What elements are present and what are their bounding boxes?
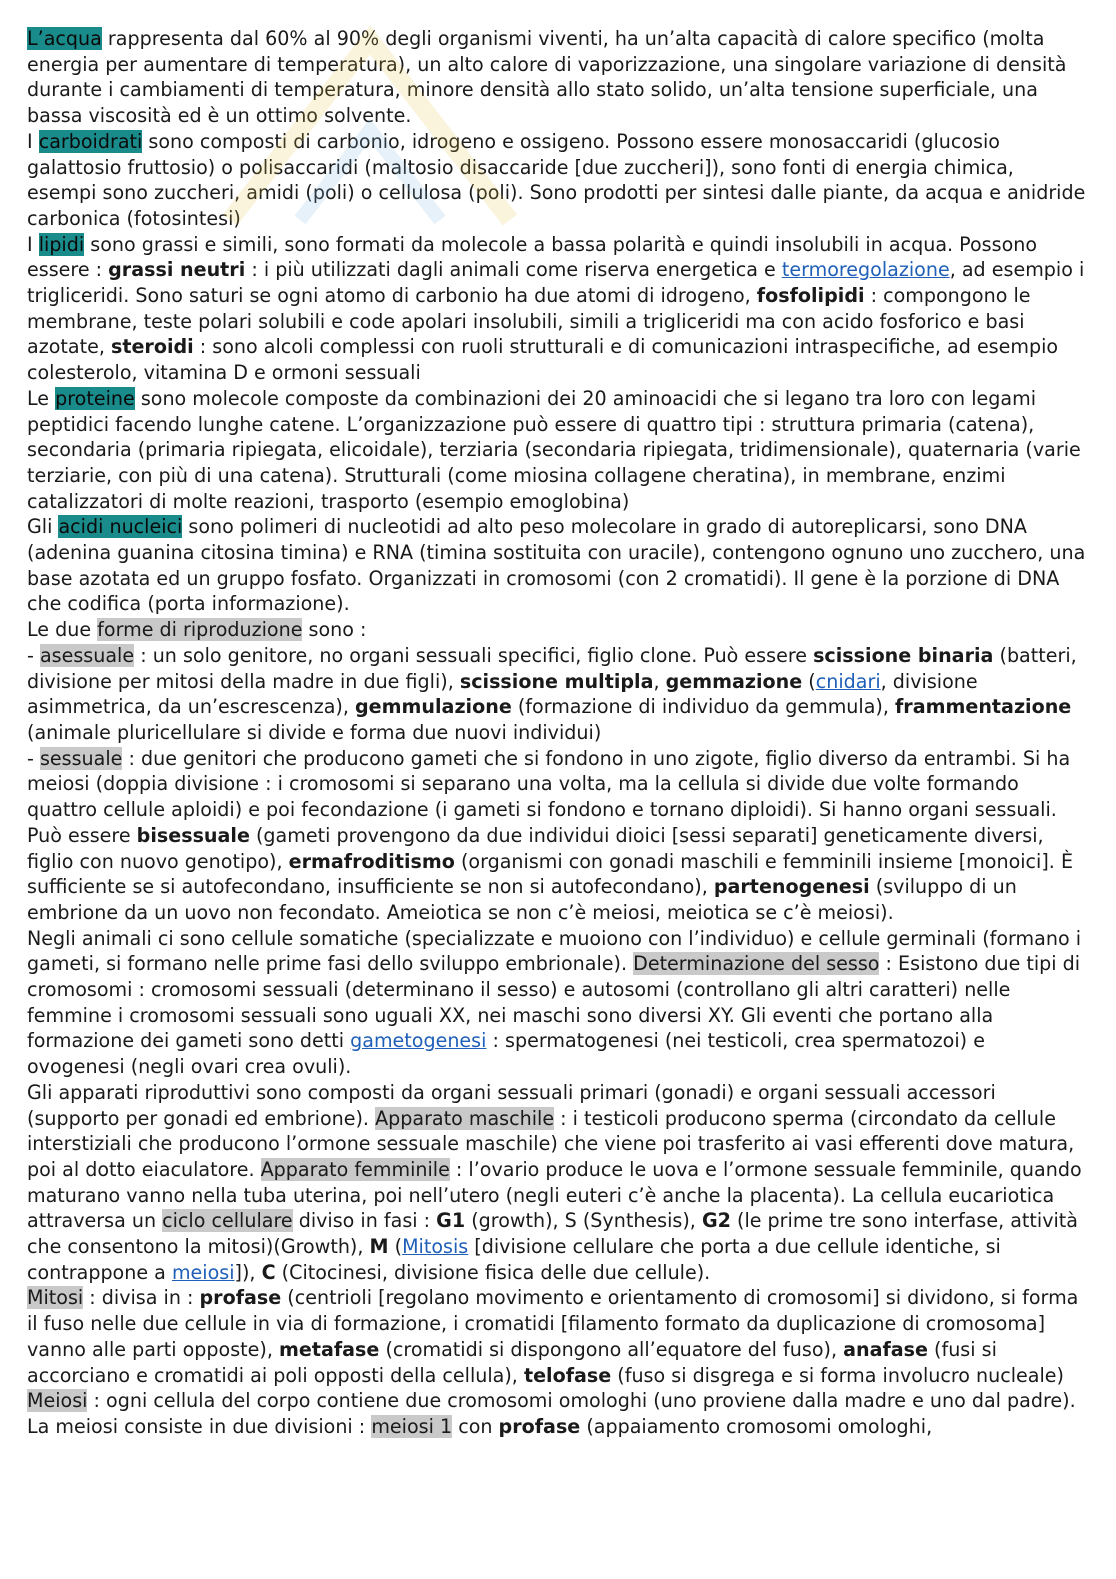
paragraph-asessuale: - asessuale : un solo genitore, no organi sessuali specifici, figlio clone. Può essere scissione binaria (batteri, divisione per mitosi della madre in due figli), scissione multipla, gemmazione (cnidari, divisione asimmetrica, da un’escrescenza), gemmulazione (formazione di individuo da gemmula), frammentazione (animale pluricellulare si divide e forma due nuovi individui) <box>27 643 1077 744</box>
paragraph-lipidi: I lipidi sono grassi e simili, sono formati da molecole a bassa polarità e quindi insolubili in acqua. Possono essere : grassi neutri : i più utilizzati dagli animali come riserva energetica e termoregolazione, ad esempio i trigliceridi. Sono saturi se ogni atomo di carbonio ha due atomi di idrogeno, fosfolipidi : compongono le membrane, teste polari solubili e code apolari insolubili, simili a trigliceridi ma con acido fosforico e basi azotate, steroidi : sono alcoli complessi con ruoli strutturali e di comunicazioni intraspecifiche, ad esempio colesterolo, vitamina D e ormoni sessuali <box>27 232 1085 385</box>
link-meiosi[interactable]: meiosi <box>171 1260 235 1284</box>
paragraph-meiosi: Meiosi : ogni cellula del corpo contiene due cromosomi omologhi (uno proviene dalla madre e uno dal padre). La meiosi consiste in due divisioni : meiosi 1 con profase (appaiamento cromosomi omologhi, <box>27 1389 1076 1438</box>
highlight-forme-riproduzione: forme di riproduzione <box>97 618 303 642</box>
link-gametogenesi[interactable]: gametogenesi <box>350 1029 487 1053</box>
paragraph-mitosi: Mitosi : divisa in : profase (centrioli [regolano movimento e orientamento di cromosomi] si dividono, si forma il fuso nelle due cellule in via di formazione, i cromatidi [filamento formato da duplicazione di cromosoma] vanno alle parti opposte), metafase (cromatidi si dispongono all’equatore del fuso), anafase (fusi si accorciano e cromatidi ai poli opposti della cellula), telofase (fuso si disgrega e si forma involucro nucleale) <box>27 1286 1079 1387</box>
paragraph-apparati: Gli apparati riproduttivi sono composti da organi sessuali primari (gonadi) e organi sessuali accessori (supporto per gonadi ed embrione). Apparato maschile : i testicoli producono sperma (circondato da cellule interstiziali che producono l’ormone sessuale maschile) che viene poi trasferito ai vasi efferenti dove matura, poi al dotto eiaculatore. Apparato femminile : l’ovario produce le uova e l’ormone sessuale femminile, quando maturano vanno nella tuba uterina, poi nell’utero (negli euteri c’è anche la placenta). La cellula eucariotica attraversa un ciclo cellulare diviso in fasi : G1 (growth), S (Synthesis), G2 (le prime tre sono interfase, attività che consentono la mitosi)(Growth), M (Mitosis [divisione cellulare che porta a due cellule identiche, si contrappone a meiosi]), C (Citocinesi, divisione fisica delle due cellule). <box>27 1080 1082 1284</box>
paragraph-sessuale: - sessuale : due genitori che producono gameti che si fondono in uno zigote, figlio diverso da entrambi. Si ha meiosi (doppia divisione : i cromosomi si separano una volta, ma la cellula si divide due volte formando quattro cellule aploidi) e poi fecondazione (i gameti si fondono e tornano diploidi). Si hanno organi sessuali. Può essere bisessuale (gameti provengono da due individui dioici [sessi separati] geneticamente diversi, figlio con nuovo genotipo), ermafroditismo (organismi con gonadi maschili e femminili insieme [monoici]. È sufficiente se si autofecondano, insufficiente se non si autofecondano), partenogenesi (sviluppo di un embrione da un uovo non fecondato. Ameiotica se non c’è meiosi, meiotica se c’è meiosi). <box>27 746 1074 924</box>
highlight-ciclo-cellulare: ciclo cellulare <box>162 1209 293 1233</box>
highlight-proteine: proteine <box>55 386 135 410</box>
highlight-apparato-femminile: Apparato femminile <box>260 1157 450 1181</box>
paragraph-proteine: Le proteine sono molecole composte da combinazioni dei 20 aminoacidi che si legano tra loro con legami peptidici facendo lunghe catene. L’organizzazione può essere di quattro tipi : struttura primaria (catena), secondaria (primaria ripiegata, elicoidale), terziaria (secondaria ripiegata, tridimensionale), quaternaria (varie terziarie, con più di una catena). Strutturali (come miosina collagene cheratina), in membrane, enzimi catalizzatori di molte reazioni, trasporto (esempio emoglobina) <box>27 386 1081 513</box>
link-termoregolazione[interactable]: termoregolazione <box>781 258 950 282</box>
link-cnidari[interactable]: cnidari <box>815 669 881 693</box>
paragraph-animali: Negli animali ci sono cellule somatiche (specializzate e muoiono con l’individuo) e cellule germinali (formano i gameti, si formano nelle prime fasi dello sviluppo embrionale). Determinazione del sesso : Esistono due tipi di cromosomi : cromosomi sessuali (determinano il sesso) e autosomi (controllano gli altri caratteri) nelle femmine i cromosomi sessuali sono uguali XX, nei maschi sono diversi XY. Gli eventi che portano alla formazione dei gameti sono detti gametogenesi : spermatogenesi (nei testicoli, crea spermatozoi) e ovogenesi (negli ovari crea ovuli). <box>27 926 1082 1079</box>
highlight-determinazione-sesso: Determinazione del sesso <box>633 952 880 976</box>
paragraph-acidi-nucleici: Gli acidi nucleici sono polimeri di nucleotidi ad alto peso molecolare in grado di autoreplicarsi, sono DNA (adenina guanina citosina timina) e RNA (timina sostituita con uracile), contengono ognuno uno zucchero, una base azotata ed un gruppo fosfato. Organizzati in cromosomi (con 2 cromatidi). Il gene è la porzione di DNA che codifica (porta informazione). <box>27 515 1086 616</box>
highlight-meiosi: Meiosi <box>27 1389 88 1413</box>
highlight-sessuale: sessuale <box>39 746 123 770</box>
paragraph-carboidrati: I carboidrati sono composti di carbonio, idrogeno e ossigeno. Possono essere monosaccaridi (glucosio galattosio fruttosio) o polisaccaridi (maltosio disaccaride [due zuccheri]), sono fonti di energia chimica, esempi sono zuccheri, amidi (poli) o cellulosa (poli). Sono prodotti per sintesi dalle piante, da acqua e anidride carbonica (fotosintesi) <box>27 129 1086 230</box>
highlight-apparato-maschile: Apparato maschile <box>375 1106 555 1130</box>
highlight-acidi-nucleici: acidi nucleici <box>58 515 183 539</box>
paragraph-riproduzione: Le due forme di riproduzione sono : <box>27 618 367 642</box>
link-mitosis[interactable]: Mitosis <box>402 1235 469 1259</box>
paragraph-acqua: L’acqua rappresenta dal 60% al 90% degli organismi viventi, ha un’alta capacità di calore specifico (molta energia per aumentare di temperatura), un alto calore di vaporizzazione, una singolare variazione di densità durante i cambiamenti di temperatura, minore densità allo stato solido, un’alta tensione superficiale, una bassa viscosità ed è un ottimo solvente. <box>27 27 1067 128</box>
highlight-meiosi-1: meiosi 1 <box>371 1414 453 1438</box>
highlight-lipidi: lipidi <box>38 232 85 256</box>
highlight-asessuale: asessuale <box>39 643 135 667</box>
highlight-mitosi: Mitosi <box>27 1286 84 1310</box>
highlight-acqua: L’acqua <box>27 27 102 50</box>
highlight-carboidrati: carboidrati <box>38 129 143 153</box>
